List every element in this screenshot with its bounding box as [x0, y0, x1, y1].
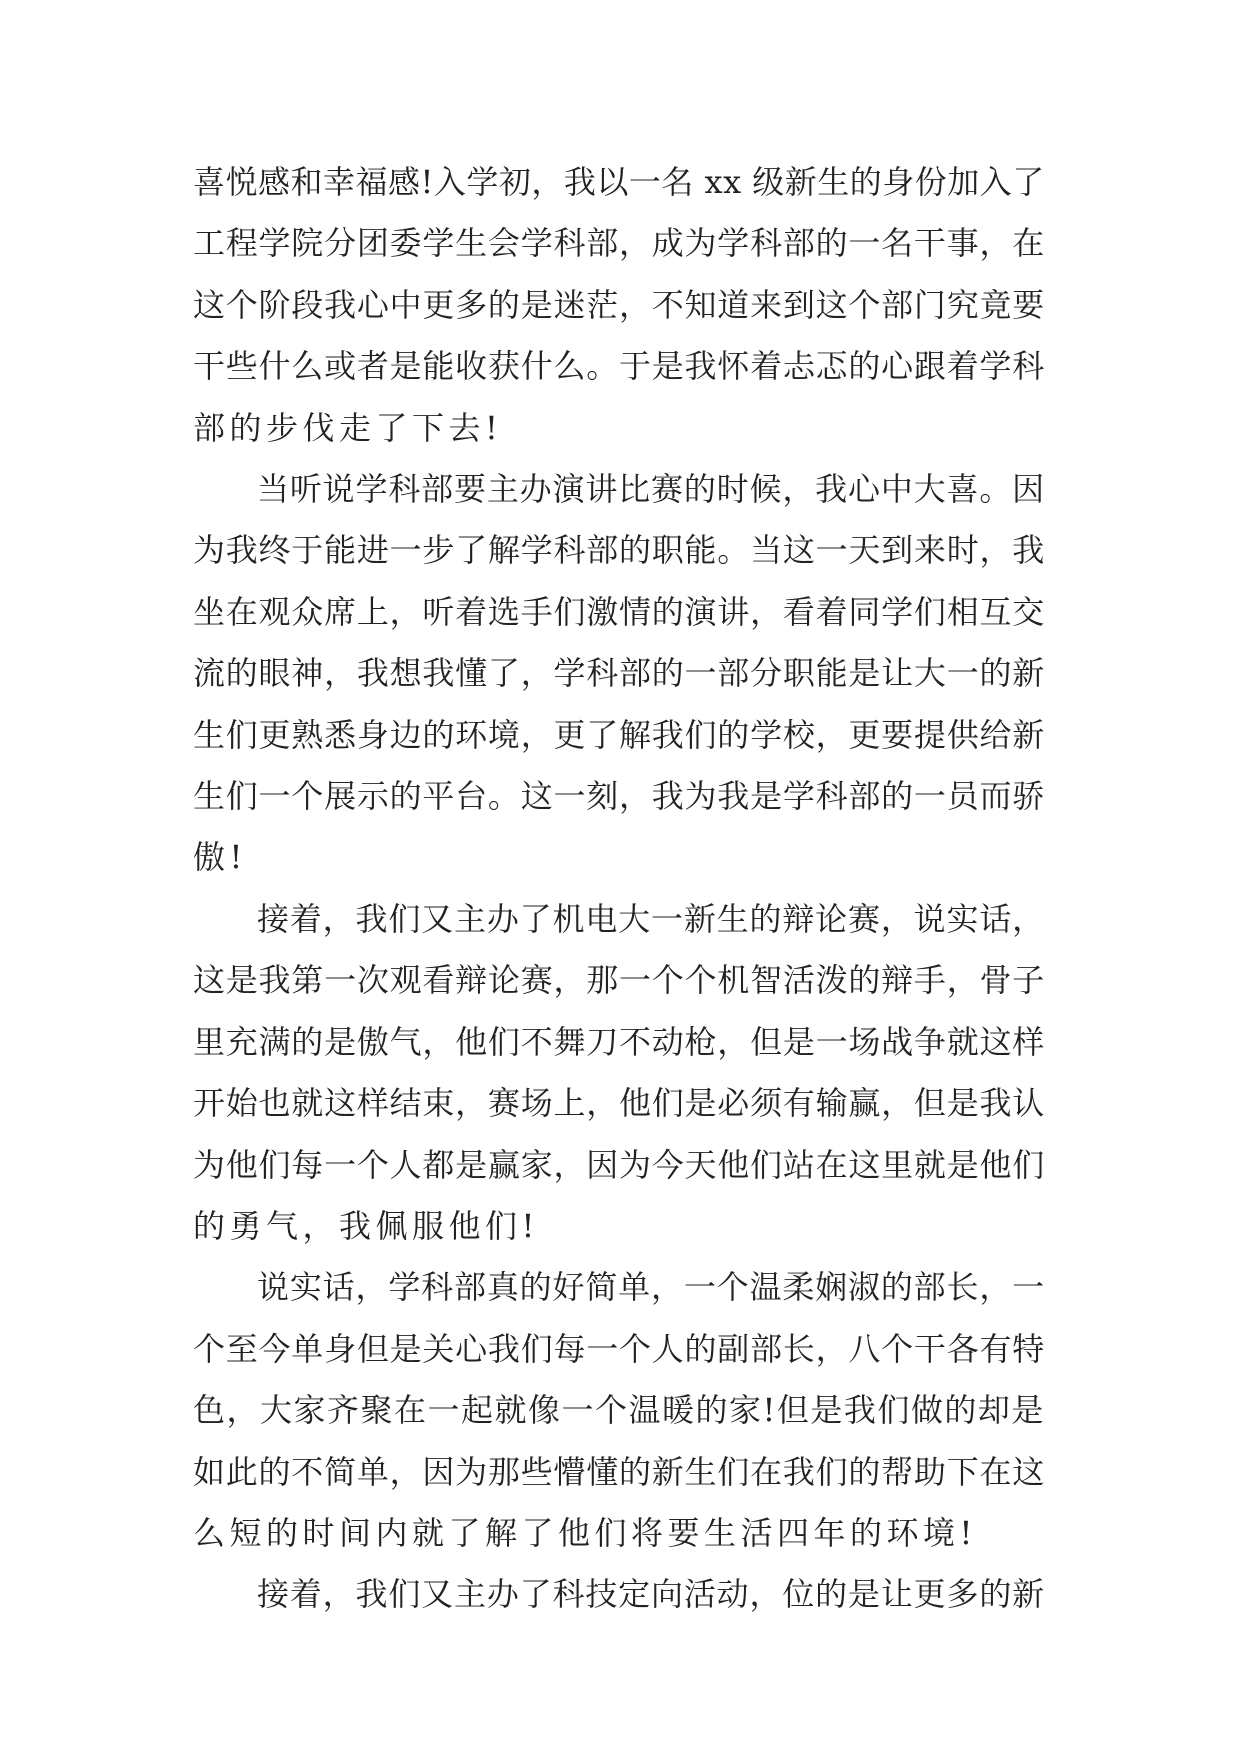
text-line: 的勇气，我佩服他们! [193, 1206, 539, 1245]
paragraph [193, 152, 1045, 459]
text-line: 部的步伐走了下去! [193, 408, 503, 447]
text-line: 生们一个展示的平台。这一刻，我为我是学科部的一员而骄 [193, 777, 1046, 816]
text-line: 流的眼神，我想我懂了，学科部的一部分职能是让大一的新 [193, 654, 1046, 693]
text-line: 色，大家齐聚在一起就像一个温暖的家!但是我们做的却是 [193, 1391, 1045, 1430]
text-line: 么短的时间内就了解了他们将要生活四年的环境! [193, 1513, 977, 1552]
text-line: 个至今单身但是关心我们每一个人的副部长，八个干各有特 [193, 1329, 1046, 1368]
text-line: 喜悦感和幸福感!入学初，我以一名 xx 级新生的身份加入了 [193, 163, 1045, 201]
paragraph [193, 1257, 1045, 1564]
text-line: 接着，我们又主办了机电大一新生的辩论赛，说实话， [257, 899, 1046, 938]
text-line: 干些什么或者是能收获什么。于是我怀着忐忑的心跟着学科 [193, 347, 1046, 386]
text-line: 为我终于能进一步了解学科部的职能。当这一天到来时，我 [193, 531, 1046, 570]
text-line: 如此的不简单，因为那些懵懂的新生们在我们的帮助下在这 [193, 1452, 1046, 1491]
paragraph [193, 1564, 1045, 1625]
text-line: 为他们每一个人都是赢家，因为今天他们站在这里就是他们 [193, 1145, 1046, 1184]
text-line: 工程学院分团委学生会学科部，成为学科部的一名干事，在 [193, 224, 1046, 263]
text-line: 这个阶段我心中更多的是迷茫，不知道来到这个部门究竟要 [193, 285, 1046, 324]
text-line: 傲! [193, 838, 247, 877]
paragraph [193, 889, 1045, 1257]
text-line: 当听说学科部要主办演讲比赛的时候，我心中大喜。因 [257, 470, 1046, 509]
text-line: 开始也就这样结束，赛场上，他们是必须有输赢，但是我认 [193, 1084, 1046, 1123]
paragraph [193, 459, 1045, 889]
text-line: 坐在观众席上，听着选手们激情的演讲，看着同学们相互交 [193, 592, 1046, 631]
text-line: 生们更熟悉身边的环境，更了解我们的学校，更要提供给新 [193, 715, 1046, 754]
text-line: 接着，我们又主办了科技定向活动，位的是让更多的新 [257, 1575, 1046, 1614]
text-line: 里充满的是傲气，他们不舞刀不动枪，但是一场战争就这样 [193, 1022, 1046, 1061]
body-text [193, 152, 1045, 1626]
text-line: 说实话，学科部真的好简单，一个温柔娴淑的部长，一 [257, 1268, 1046, 1307]
text-line: 这是我第一次观看辩论赛，那一个个机智活泼的辩手，骨子 [193, 961, 1046, 1000]
